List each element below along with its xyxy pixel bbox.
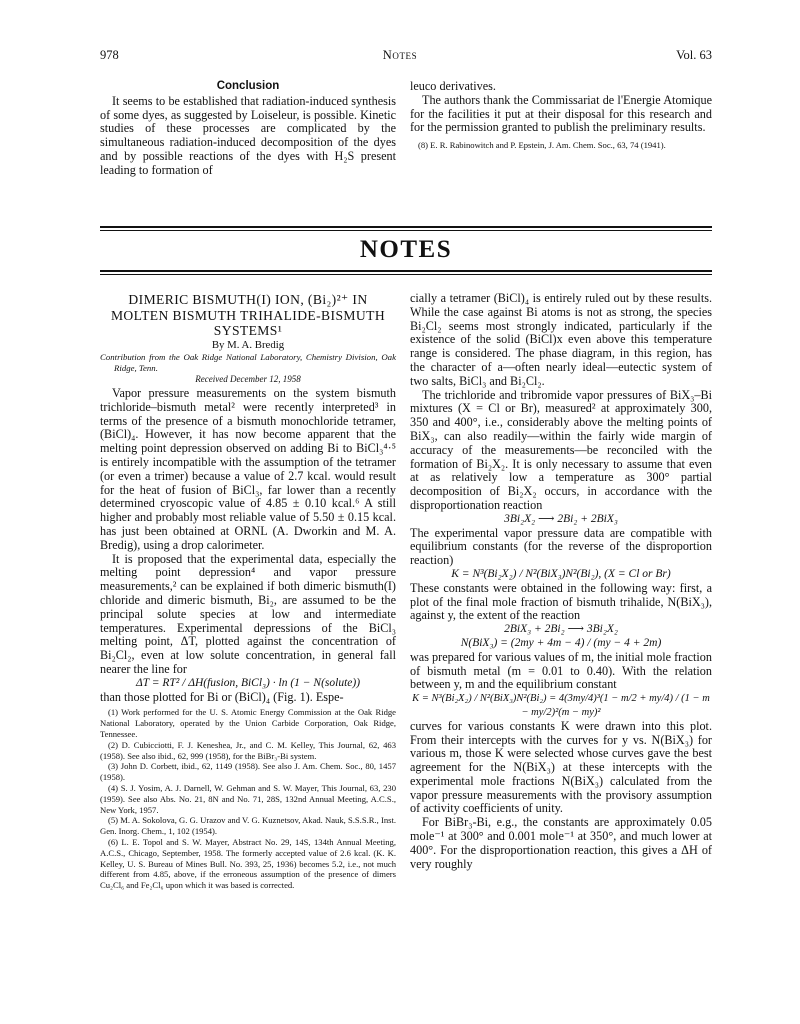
prev-article-left [100, 80, 396, 178]
equation-mole-fraction: N(BiX₃) = (2my + 4m − 4) / (my − 4 + 2m) [460, 636, 662, 649]
equation-reaction: 2BiX₃ + 2Bi₂ ⟶ 3Bi₂X₂ [504, 623, 618, 636]
equation-disproportionation: 3Bi₂X₂ ⟶ 2Bi₂ + 2BiX₃ [504, 512, 618, 525]
equation-freezing-point: ΔT = RT² / ΔH(fusion, BiCl₃) · ln (1 − N(solute)) [135, 676, 361, 689]
article-paragraph-3: than those plotted for Bi or (BiCl)₄ (Fig. 1). Espe- [100, 689, 344, 704]
article-title: DIMERIC BISMUTH(I) ION, (Bi₂)²⁺ IN MOLTEN BISMUTH TRIHALIDE-BISMUTH SYSTEMS¹ [110, 292, 386, 338]
conclusion-heading: Conclusion [216, 80, 280, 92]
volume-label: Vol. 63 [676, 48, 712, 62]
equation-k-relation: K = N³(Bi₂X₂) / N²(BiX₃)N²(Bi₂) = 4(3my/4)³(1 − m/2 + my/4) / (1 − m − my/2)²(m − my)² [412, 693, 710, 718]
article-paragraph-9: curves for various constants K were drawn into this plot. From their intercepts with the curves for y vs. N(BiX₃) for various m, those K were selected whose curves gave the best agreement for the N(BiX₃) at these intercepts with the experimental mole fractions N(BiX₃) calculated from the vapor pressure measurements with the provisory assumption of activity coefficients of unity. [410, 718, 712, 816]
article-contribution: Contribution from the Oak Ridge National Laboratory, Chemistry Division, Oak Ridge, Tenn. [100, 352, 396, 373]
footnote-2: (2) D. Cubicciotti, F. J. Keneshea, Jr., and C. M. Kelley, This Journal, 62, 463 (1958). See also ibid., 62, 999 (1958), for the BiBr₃-Bi system. [100, 739, 396, 761]
article-left-column [100, 292, 396, 891]
article-paragraph-5: The trichloride and tribromide vapor pressures of BiX₃–Bi mixtures (X = Cl or Br), measured² at approximately 300, 350 and 400°, i.e., considerably above the melting points of BiX₃, can also readily—within the fairly wide margin of accuracy of the measurements—be reconciled with the formation of Bi₂X₂. It is only necessary to assume that even at as relatively low a temperature as 300° partial decomposition of Bi₂X₂ occurs, in accordance with the disproportionation reaction [410, 387, 712, 512]
article-paragraph-2: It is proposed that the experimental data, especially the melting point depression⁴ and vapor pressure measurements,² can be explained if both dimeric bismuth(I) chloride and dimeric bismuth, Bi₂, are assumed to be the principal solute species at low and intermediate temperatures. Experimental depressions of the BiCl₃ melting point, ΔT, plotted against the concentration of Bi₂Cl₂, even at low solute concentration, in general fall nearer the line for [100, 551, 396, 677]
footnote-8: (8) E. R. Rabinowitch and P. Epstein, J. Am. Chem. Soc., 63, 74 (1941). [418, 140, 666, 151]
article-right-column [410, 292, 712, 871]
article-received: Received December 12, 1958 [195, 374, 301, 385]
article-paragraph-6: The experimental vapor pressure data are compatible with equilibrium constants (for the reverse of the disproportion reaction) [410, 525, 712, 568]
acknowledgment-paragraph: The authors thank the Commissariat de l'Energie Atomique for the facilities it put at their disposal for this research and for the permission granted to publish the preliminary results. [410, 92, 712, 135]
article-paragraph-8: was prepared for various values of m, the initial mole fraction of bismuth metal (m = 0.01 to 0.40). With the relation between y, m and the equilibrium constant [410, 649, 712, 692]
footnote-1: (1) Work performed for the U. S. Atomic Energy Commission at the Oak Ridge National Laboratory, operated by the Union Carbide Corporation, Oak Ridge, Tennessee. [100, 707, 396, 740]
page-number: 978 [100, 48, 119, 62]
article-paragraph-7: These constants were obtained in the following way: first, a plot of the final mole fraction of bismuth trihalide, N(BiX₃), against y, the extent of the reaction [410, 580, 712, 623]
running-title: Notes [382, 48, 418, 62]
footnote-5: (5) M. A. Sokolova, G. G. Urazov and V. G. Kuznetsov, Akad. Nauk, S.S.S.R., Inst. Gen. Inorg. Chem., 1, 102 (1954). [100, 815, 396, 837]
article-paragraph-1: Vapor pressure measurements on the system bismuth trichloride–bismuth metal² were recently interpreted³ in terms of the presence of a bismuth monochloride tetramer, (BiCl)₄. However, it has now become apparent that the melting point depression observed on adding Bi to BiCl₃⁴·⁵ is entirely incompatible with the assumption of the tetramer (or even a trimer) because a value of 2.7 kcal. would result for the heat of fusion of BiCl₃, far lower than a recently determined cryoscopic value of 4.85 ± 0.10 kcal.⁶ A still higher and probably most reliable value of 5.50 ± 0.15 kcal. has just been obtained at ORNL (A. Dworkin and M. A. Bredig), using a drop calorimeter. [100, 386, 396, 552]
footnote-3: (3) John D. Corbett, ibid., 62, 1149 (1958). See also J. Am. Chem. Soc., 80, 1457 (1958). [100, 761, 396, 783]
footnote-4: (4) S. J. Yosim, A. J. Darnell, W. Gehman and S. W. Mayer, This Journal, 63, 230 (1959). See also Abs. No. 21, 8N and No. 71, 28S, 132nd Annual Meeting, A.C.S., New York, 1957. [100, 783, 396, 815]
footnotes-list [100, 707, 396, 891]
article-paragraph-4: cially a tetramer (BiCl)₄ is entirely ruled out by these results. While the case against Bi atoms is not as strong, the species Bi₂Cl₂ seems most strongly indicated, particularly if the existence of the solid (BiCl)x even above this temperature range is considered. The phase diagram, in this region, has the character of a—often nearly ideal—eutectic system of two salts, BiCl₃ and Bi₂Cl₂. [410, 291, 712, 388]
section-rule-top-thin [100, 230, 712, 231]
section-rule-top-thick [100, 226, 712, 228]
footnote-6: (6) L. E. Topol and S. W. Mayer, Abstract No. 29, 14S, 134th Annual Meeting, A.C.S., Chicago, September, 1958. The formerly accepted value of 2.6 kcal. (K. K. Kelley, U. S. Bureau of Mines Bull. No. 393, 25, 1936) becomes 5.2, i.e., not much different from 4.85, above, if the erroneous assumption of the presence of dimers Cu₂Cl₆ and Fe₂Cl₆ upon which it was based is corrected. [100, 836, 396, 891]
section-rule-bottom-thin [100, 274, 712, 275]
prev-article-right [410, 80, 712, 151]
article-paragraph-10: For BiBr₃-Bi, e.g., the constants are approximately 0.05 mole⁻¹ at 300° and 0.001 mole⁻¹ at 350°, and much lower at 400°. For the disproportionation reaction, this gives a ΔH of very roughly [410, 815, 712, 871]
equation-equilibrium-constant: K = N³(Bi₂X₂) / N²(BiX₃)N²(Bi₂), (X = Cl or Br) [451, 567, 671, 580]
article-author: By M. A. Bredig [211, 338, 285, 351]
conclusion-paragraph: It seems to be established that radiation-induced synthesis of some dyes, as suggested by Loiseleur, is possible. Kinetic studies of these processes are complicated by the simultaneous radiation-induced decomposition of the dyes and by possible reactions of the dyes with H₂S present leading to formation of [100, 93, 396, 177]
continuation-text: leuco derivatives. [410, 79, 496, 93]
section-title: NOTES [359, 236, 453, 263]
section-rule-bottom-thick [100, 270, 712, 272]
